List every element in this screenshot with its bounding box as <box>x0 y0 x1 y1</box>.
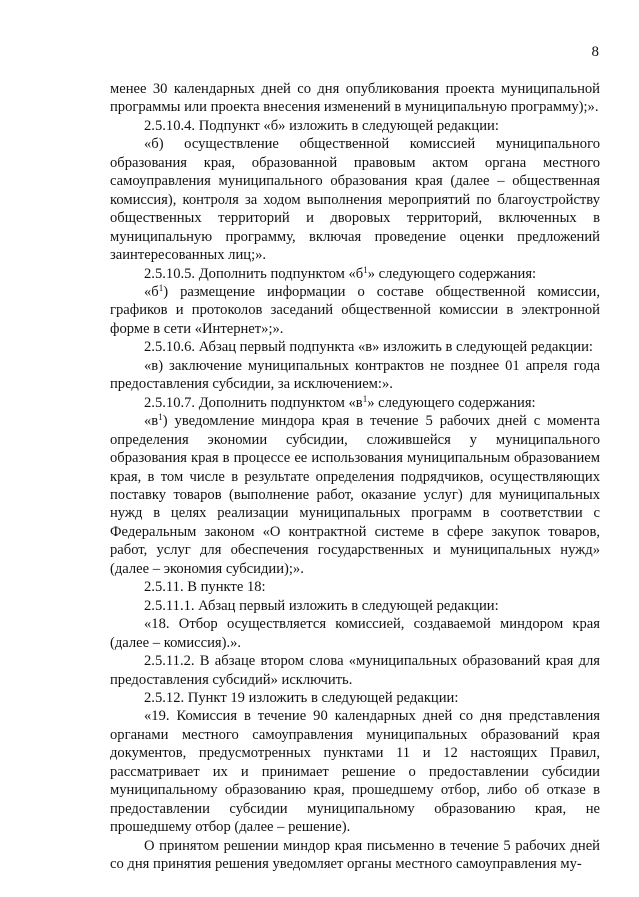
paragraph-text: «в <box>144 413 159 430</box>
paragraph <box>110 338 600 356</box>
paragraph-text: ) уведомление миндора края в течение 5 рабочих дней с момента определения экономии субсидии, сложившейся у муниципального образования края в процессе ее использования муниципальным образованием края, в том числе в результате определения подрядчиков, осуществляющих поставку товаров (выполнение работ, оказание услуг) для муниципальных нужд в целях реализации муниципальных программ в соответствии с Федеральным законом «О контрактной системе в сфере закупок товаров, работ, услуг для обеспечения государственных и муниципальных нужд» (далее – экономия субсидии);». <box>110 413 600 577</box>
superscript: 1 <box>363 264 368 275</box>
paragraph-text: О принятом решении миндор края письменно в течение 5 рабочих дней со дня принятия решения уведомляет органы местного самоуправления му- <box>110 837 600 873</box>
paragraph-text: 2.5.11.2. В абзаце втором слова «муниципальных образований края для предоставления субсидий» исключить. <box>110 653 600 688</box>
paragraph <box>110 615 600 652</box>
paragraph <box>110 837 600 874</box>
paragraph <box>110 117 600 135</box>
paragraph-text: менее 30 календарных дней со дня опубликования проекта муниципальной программы или проекта внесения изменений в муниципальную программу);». <box>110 81 600 116</box>
paragraph-text: «19. Комиссия в течение 90 календарных дней со дня представления органами местного самоуправления муниципальных образований края документов, предусмотренных пунктами 11 и 12 настоящих Правил, рассматривает их и принимает решение о предоставлении субсидии муниципальному образованию края, прошедшему отбор, либо об отказе в предоставлении субсидии муниципальному образованию края, не прошедшему отбор (далее – решение). <box>110 708 600 836</box>
paragraph <box>110 265 600 283</box>
paragraph-text: «б) осуществление общественной комиссией муниципального образования края, образованной правовым актом органа местного самоуправления муниципального образования края (далее – общественная комиссия), контроля за ходом выполнения мероприятий по благоустройству общественных территорий и дворовых территорий, включенных в муниципальную программу, включая проведение оценки предложений заинтересованных лиц;». <box>110 136 600 264</box>
paragraph <box>110 394 600 412</box>
paragraph <box>110 578 600 596</box>
superscript: 1 <box>158 282 164 293</box>
paragraph <box>110 597 600 615</box>
page-number: 8 <box>591 44 599 60</box>
paragraph-text: 2.5.10.5. Дополнить подпунктом «б <box>144 265 364 282</box>
superscript: 1 <box>158 412 163 423</box>
paragraph-text: «18. Отбор осуществляется комиссией, создаваемой миндором края (далее – комиссия).». <box>110 616 600 651</box>
paragraph-text: 2.5.11. В пункте 18: <box>144 579 266 596</box>
document-body <box>110 80 600 873</box>
paragraph-text: » следующего содержания: <box>367 265 537 282</box>
paragraph <box>110 80 600 117</box>
paragraph <box>110 135 600 264</box>
paragraph-text: 2.5.12. Пункт 19 изложить в следующей редакции: <box>144 689 459 706</box>
paragraph-text: 2.5.11.1. Абзац первый изложить в следующей редакции: <box>144 597 499 614</box>
paragraph-text: » следующего содержания: <box>367 394 536 411</box>
paragraph-text: 2.5.10.4. Подпункт «б» изложить в следующей редакции: <box>144 117 499 134</box>
paragraph <box>110 689 600 707</box>
paragraph <box>110 283 600 338</box>
paragraph-text: ) размещение информации о составе общественной комиссии, графиков и протоколов заседаний общественной комиссии в электронной форме в сети «Интернет»;». <box>110 283 600 337</box>
paragraph-text: 2.5.10.7. Дополнить подпунктом «в <box>144 394 363 411</box>
paragraph <box>110 357 600 394</box>
superscript: 1 <box>362 393 368 404</box>
paragraph <box>110 412 600 578</box>
paragraph <box>110 707 600 836</box>
paragraph-text: «в) заключение муниципальных контрактов не позднее 01 апреля года предоставления субсидии, за исключением:». <box>110 357 600 393</box>
paragraph <box>110 652 600 689</box>
paragraph-text: 2.5.10.6. Абзац первый подпункта «в» изложить в следующей редакции: <box>144 339 593 356</box>
paragraph-text: «б <box>144 283 159 300</box>
